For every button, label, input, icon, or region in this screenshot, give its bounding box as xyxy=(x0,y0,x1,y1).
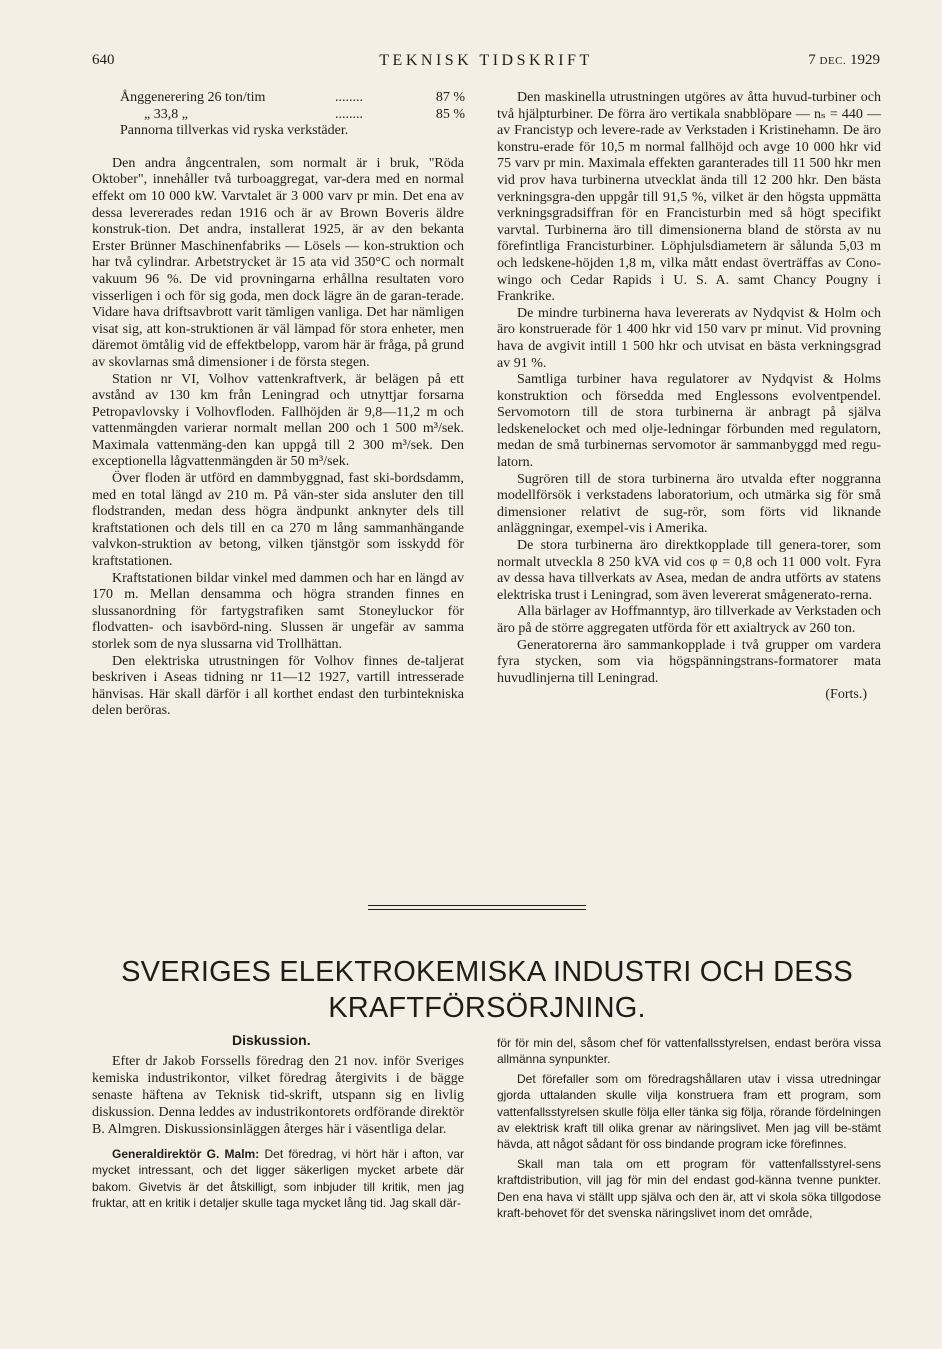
speaker-name: Generaldirektör G. Malm: xyxy=(112,1147,260,1161)
paragraph: Alla bärlager av Hoffmanntyp, äro tillverkade av Verkstaden och äro på de större aggregaten utförda för ett axialtryck av 260 ton. xyxy=(497,604,881,636)
paragraph: De stora turbinerna äro direktkopplade till genera-torer, som normalt utveckla 8 250 kVA vid cos φ = 0,8 och 11 000 volt. Fyra av dessa hava tillverkats av Asea, medan de andra utförts av statens elektriska trust i Leningrad, som även levererat smågenerato-rerna. xyxy=(497,538,881,603)
stat-dots: ........ xyxy=(335,90,363,105)
paragraph: Den andra ångcentralen, som normalt är i bruk, "Röda Oktober", innehåller två turboaggregat, var-dera med en normal effekt om 10 000 kW. Varvtalet är 3 000 varv pr min. Det ena av dessa levererades redan 1916 och är av Brown Boveris äldre konstruk-tion. Det andra, installerat 1925, är av den bekanta Erster Brünner Maschinenfabriks — Lösels — kon-struktion och har två cylindrar. Arbetstrycket är 15 ata vid 350°C och normalt vakuum 96 %. De vid provningarna erhållna resultaten voro visserligen i och för sig goda, men dock lägre än de garan-terade. Vidare hava driftsavbrott varit tämligen vanliga. Det har nämligen visat sig, att kon-struktionen är väl lämpad för stora enheter, men däremot ömtålig vid de effektbelopp, varom här är fråga, på grund av skovlarnas små dimensioner i de första stegen. xyxy=(92,155,464,370)
date-year: 1929 xyxy=(850,52,880,68)
section-divider xyxy=(368,909,586,910)
page-number: 640 xyxy=(92,52,115,68)
headline-line: KRAFTFÖRSÖRJNING. xyxy=(328,992,646,1024)
speech-paragraph: Skall man tala om ett program för vattenfallsstyrel-sens kraftdistribution, vill jag för min del endast god-känna tvenne punkter. Den ena hava vi ställt upp själva och den är, att vi skola söka tillgodose kraft-behovet för det svenska näringslivet inom det område, xyxy=(497,1156,881,1221)
discussion-left-column xyxy=(92,1053,464,1212)
article-headline xyxy=(92,954,882,1026)
paragraph: Den maskinella utrustningen utgöres av åtta huvud-turbiner och två hjälpturbiner. De förra äro vertikala snabblöpare — nₛ = 440 — av Francistyp och levere-rade av Verkstaden i Kristinehamn. De äro konstru-erade för 10,5 m normal fallhöjd och avge 10 000 hkr vid 75 varv pr min. Maximala effekten garanterades till 11 500 hkr men vid prov hava turbinerna utvecklat ända till 12 200 hkr. Den bästa verkningsgra-den uppgår till 91,5 %, vilket är den högsta uppmätta verkningsgradsiffran för en Francisturbin med så högt specifikt varvtal. Turbinerna äro till dimensionerna bland de största av nu förefintliga Francisturbiner. Löphjulsdiametern är sålunda 5,03 m och ledskene-höjden 1,8 m, vilka mått endast överträffas av Cono-wingo och Cedar Rapids i U. S. A. samt Chancy Pougny i Frankrike. xyxy=(497,90,881,305)
left-column xyxy=(92,90,464,720)
running-header xyxy=(92,52,880,76)
journal-title: TEKNISK TIDSKRIFT xyxy=(379,52,593,69)
paragraph: De mindre turbinerna hava levererats av Nydqvist & Holm och äro konstruerade för 1 400 hkr vid 150 varv pr minut. Vid provning hava de avgivit intill 1 500 hkr och utvisat en bästa verkningsgrad av 91 %. xyxy=(497,305,881,371)
stats-note: Pannorna tillverkas vid ryska verkstäder. xyxy=(120,123,349,139)
stat-row xyxy=(120,90,465,107)
paragraph: Station nr VI, Volhov vattenkraftverk, är belägen på ett avstånd av 130 km från Leningrad och utnyttjar forsarna Petropavlovsky i Volhovfloden. Fallhöjden är 9,8—11,2 m och vattenmängden varierar normalt mellan 200 och 1 500 m³/sek. Maximala vattenmäng-den kan uppgå till 2 300 m³/sek. Den exceptionella lågvattenmängden är 50 m³/sek. xyxy=(92,371,464,470)
stat-dots: ........ xyxy=(335,106,363,122)
date-day: 7 xyxy=(808,52,816,68)
paragraph: Generatorerna äro sammankopplade i två grupper om vardera fyra stycken, som via högspänningstrans-formatorer mata huvudlinjerna till Leningrad. xyxy=(497,637,881,686)
intro-paragraph: Efter dr Jakob Forssells föredrag den 21 nov. inför Sveriges kemiska industrikontor, vilket föredrag återgivits i de bägge senaste häftena av Teknisk tid-skrift, utspann sig en livlig diskussion. Denna leddes av industrikontorets ordförande direktör B. Almgren. Diskussionsinläggen återges här i väsentliga delar. xyxy=(92,1054,464,1137)
paragraph: Sugrören till de stora turbinerna äro utvalda efter noggranna modellförsök i verkstadens laboratorium, och utmärka sig för små dimensioner relativt de sug-rör, som förts vid liknande anläggningar, exempel-vis i Amerika. xyxy=(497,471,881,537)
section-title: Diskussion. xyxy=(232,1032,311,1048)
stat-row xyxy=(120,107,465,124)
paragraph: Över floden är utförd en dammbyggnad, fast ski-bordsdamm, med en total längd av 210 m. På vän-ster sida ansluter den till flodstranden, medan dess högra ändpunkt anknyter dels till kraftstationen och dels till en ca 270 m lång sammanhängande valvkon-struktion av betong, vilken tjänstgör som isskydd för kraftstationen. xyxy=(92,471,464,570)
stat-label: Ånggenerering 26 ton/tim xyxy=(120,90,266,105)
paragraph: Samtliga turbiner hava regulatorer av Nydqvist & Holms konstruktion och försedda med Englessons evolventpendel. Servomotorn till de stora turbinerna är anbragt på själva ledskenelocket och med olje-ledningar förbunden med regulatorn, medan de små turbinernas servomotor är sammanbyggd med regu-latorn. xyxy=(497,372,881,471)
speech-paragraph xyxy=(92,1146,464,1212)
discussion-right-column xyxy=(497,1035,881,1221)
speech-text: Det föredrag, vi hört här i afton, var mycket intressant, och det ligger säkerligen mycket arbete där bakom. Givetvis är det åtskilligt, som inbjuder till kritik, men jag fruktar, att en kritik i detaljer skulle taga mycket lång tid. Jag skall där- xyxy=(92,1147,465,1211)
speech-paragraph: för för min del, såsom chef för vattenfallsstyrelsen, endast beröra vissa allmänna synpunkter. xyxy=(497,1036,881,1067)
continuation-note: (Forts.) xyxy=(825,687,867,703)
stat-label: „ 33,8 „ xyxy=(144,106,188,122)
date-month: DEC. xyxy=(819,55,847,67)
stat-value: 85 % xyxy=(435,106,465,122)
issue-date xyxy=(808,52,880,69)
right-column xyxy=(497,90,881,704)
paragraph: Den elektriska utrustningen för Volhov finnes de-taljerat beskriven i Aseas tidning nr 11—12 1927, vartill intresserade hänvisas. Här skall därför i all korthet endast den turbintekniska delen beröras. xyxy=(92,653,464,719)
section-divider xyxy=(368,905,586,906)
speech-paragraph: Det förefaller som om föredragshållaren utav i vissa utredningar gjorda uttalanden skulle vilja konstruera fram ett program, som vattenfallsstyrelsen skulle följa eller tänka sig följa, rörande fördelningen av elektrisk kraft till olika grenar av näringslivet. Men jag vill be-stämt hävda, att något sådant för oss bindande program icke förefinnes. xyxy=(497,1071,881,1152)
headline-line: SVERIGES ELEKTROKEMISKA INDUSTRI OCH DESS xyxy=(121,956,853,988)
stat-value: 87 % xyxy=(435,90,465,105)
paragraph: Kraftstationen bildar vinkel med dammen och har en längd av 170 m. Mellan densamma och högra stranden finnes en slussanordning för fartygstrafiken samt Stoneyluckor för flodvatten- och isavbörd-ning. Slussen är ungefär av samma storlek som de nya slussarna vid Trollhättan. xyxy=(92,570,464,652)
